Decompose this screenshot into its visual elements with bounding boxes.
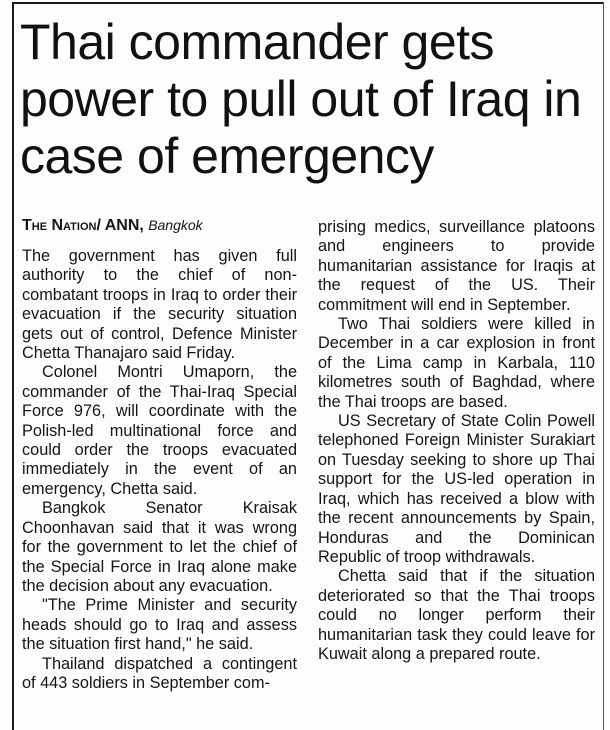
article-right-column <box>318 218 595 664</box>
article-paragraph: US Secretary of State Colin Powell telephoned Foreign Minister Surakiart on Tuesday seeking to shore up Thai support for the US-led operation in Iraq, which has received a blow with the recent announcements by Spain, Honduras and the Dominican Republic of troop withdrawals. <box>318 412 595 566</box>
article-paragraph: Two Thai soldiers were killed in December in a car explosion in front of the Lima camp in Karbala, 110 kilometres south of Baghdad, where the Thai troops are based. <box>318 315 595 411</box>
article-paragraph: Colonel Montri Umaporn, the commander of the Thai-Iraq Special Force 976, will coordinate with the Polish-led multinational force and could order the troops evacuated immediately in the event of an emergency, Chetta said. <box>22 363 297 498</box>
article-paragraph: "The Prime Minister and security heads should go to Iraq and assess the situation first hand," he said. <box>22 596 297 654</box>
article-paragraph: prising medics, surveillance platoons and engineers to provide humanitarian assistance for Iraqis at the request of the US. Their commitment will end in September. <box>318 218 595 314</box>
clipping-top-border <box>12 2 604 4</box>
article-paragraph: Thailand dispatched a contingent of 443 soldiers in September com- <box>22 654 297 692</box>
byline-location: Bangkok <box>148 217 203 233</box>
article-paragraph: The government has given full authority to the chief of non-combatant troops in Iraq to order their evacuation if the security situation gets out of control, Defence Minister Chetta Thanajaro said Friday. <box>22 247 297 363</box>
article-left-column <box>22 216 297 693</box>
clipping-left-border <box>12 2 14 730</box>
article-paragraph: Chetta said that if the situation deteriorated so that the Thai troops could no longer perform their humanitarian task they could leave for Kuwait along a prepared route. <box>318 567 595 663</box>
article-headline: Thai commander gets power to pull out of Iraq in case of emergency <box>20 14 582 184</box>
article-byline <box>22 216 297 235</box>
byline-source: The Nation/ ANN, <box>22 217 144 234</box>
clipping-right-border <box>603 2 604 730</box>
article-paragraph: Bangkok Senator Kraisak Choonhavan said that it was wrong for the government to let the chief of the Special Force in Iraq alone make the decision about any evacuation. <box>22 499 297 595</box>
